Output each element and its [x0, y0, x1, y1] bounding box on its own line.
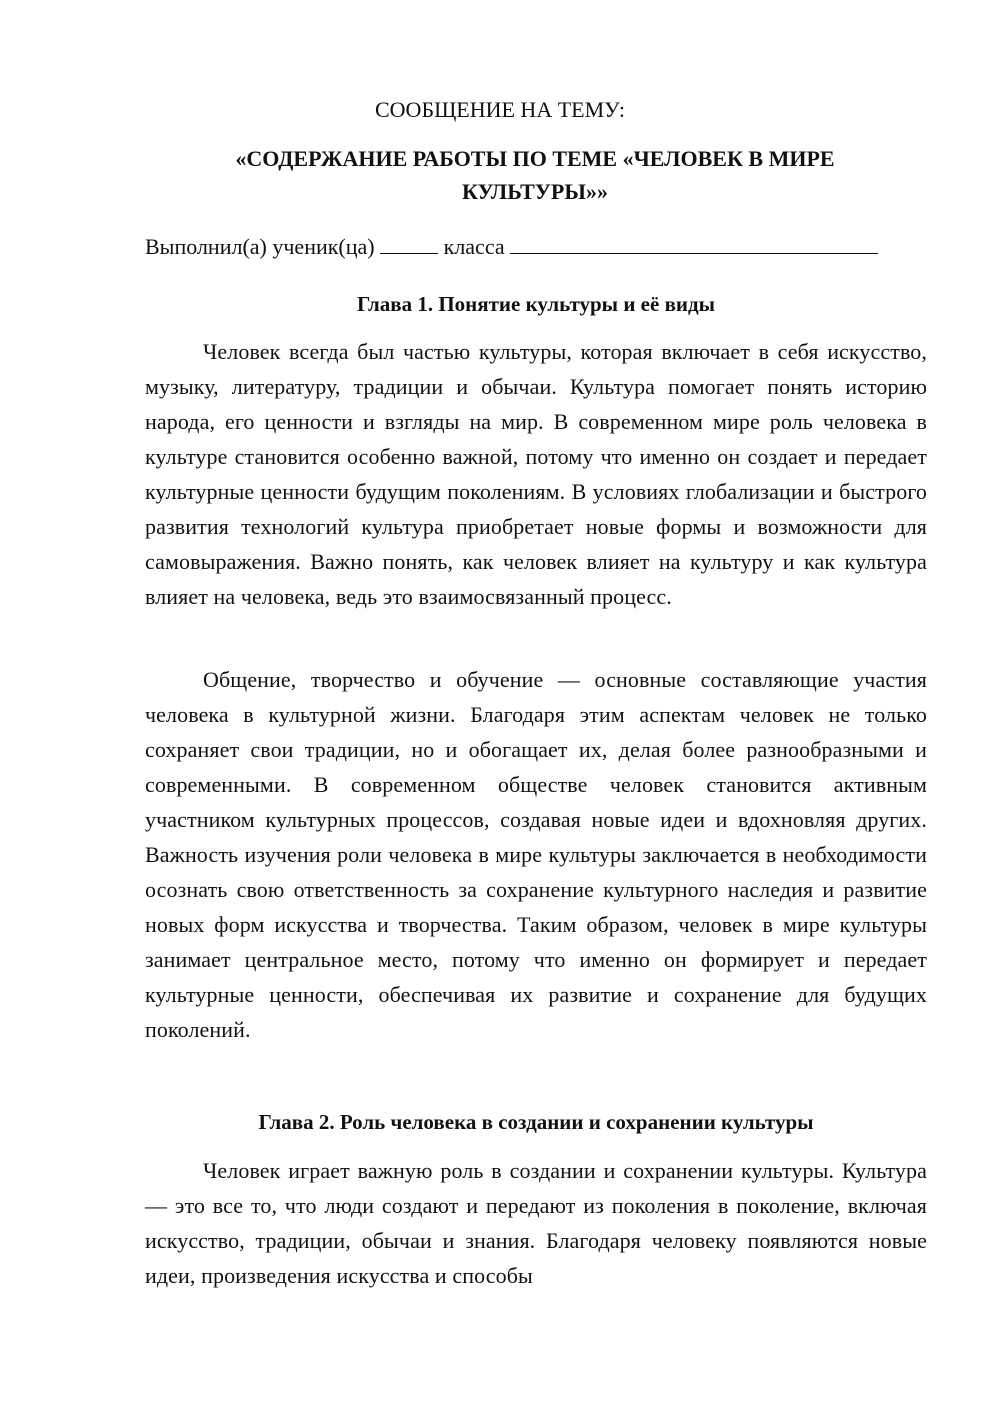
document-title: «СОДЕРЖАНИЕ РАБОТЫ ПО ТЕМЕ «ЧЕЛОВЕК В МИРЕ КУЛЬТУРЫ»»	[235, 146, 835, 204]
chapter-1-paragraph-2: Общение, творчество и обучение — основные составляющие участия человека в культурной жизни. Благодаря этим аспектам человек не только сохраняет свои традиции, но и обогащает их, делая более разнообразными и современными. В современном обществе человек становится активным участником культурных процессов, создавая новые идеи и вдохновляя других. Важность изучения роли человека в мире культуры заключается в необходимости осознать свою ответственность за сохранение культурного наследия и развитие новых форм искусства и творчества. Таким образом, человек в мире культуры занимает центральное место, потому что именно он формирует и передает культурные ценности, обеспечивая их развитие и сохранение для будущих поколений.	[145, 667, 927, 1042]
chapter-2-heading: Глава 2. Роль человека в создании и сохранении культуры	[258, 1110, 814, 1134]
performed-by-label: Выполнил(а) ученик(ца)	[145, 234, 375, 259]
class-label: класса	[443, 234, 505, 259]
document-header: СООБЩЕНИЕ НА ТЕМУ:	[375, 97, 625, 122]
author-line	[145, 232, 935, 262]
name-blank	[510, 233, 878, 254]
chapter-1-heading: Глава 1. Понятие культуры и её виды	[356, 292, 716, 316]
chapter-1-paragraph-1: Человек всегда был частью культуры, которая включает в себя искусство, музыку, литературу, традиции и обычаи. Культура помогает понять историю народа, его ценности и взгляды на мир. В современном мире роль человека в культуре становится особенно важной, потому что именно он создает и передает культурные ценности будущим поколениям. В условиях глобализации и быстрого развития технологий культура приобретает новые формы и возможности для самовыражения. Важно понять, как человек влияет на культуру и как культура влияет на человека, ведь это взаимосвязанный процесс.	[145, 339, 927, 609]
grade-blank	[380, 233, 438, 254]
chapter-2-paragraph-1: Человек играет важную роль в создании и сохранении культуры. Культура — это все то, что люди создают и передают из поколения в поколение, включая искусство, традиции, обычаи и знания. Благодаря человеку появляются новые идеи, произведения искусства и способы	[145, 1158, 927, 1288]
